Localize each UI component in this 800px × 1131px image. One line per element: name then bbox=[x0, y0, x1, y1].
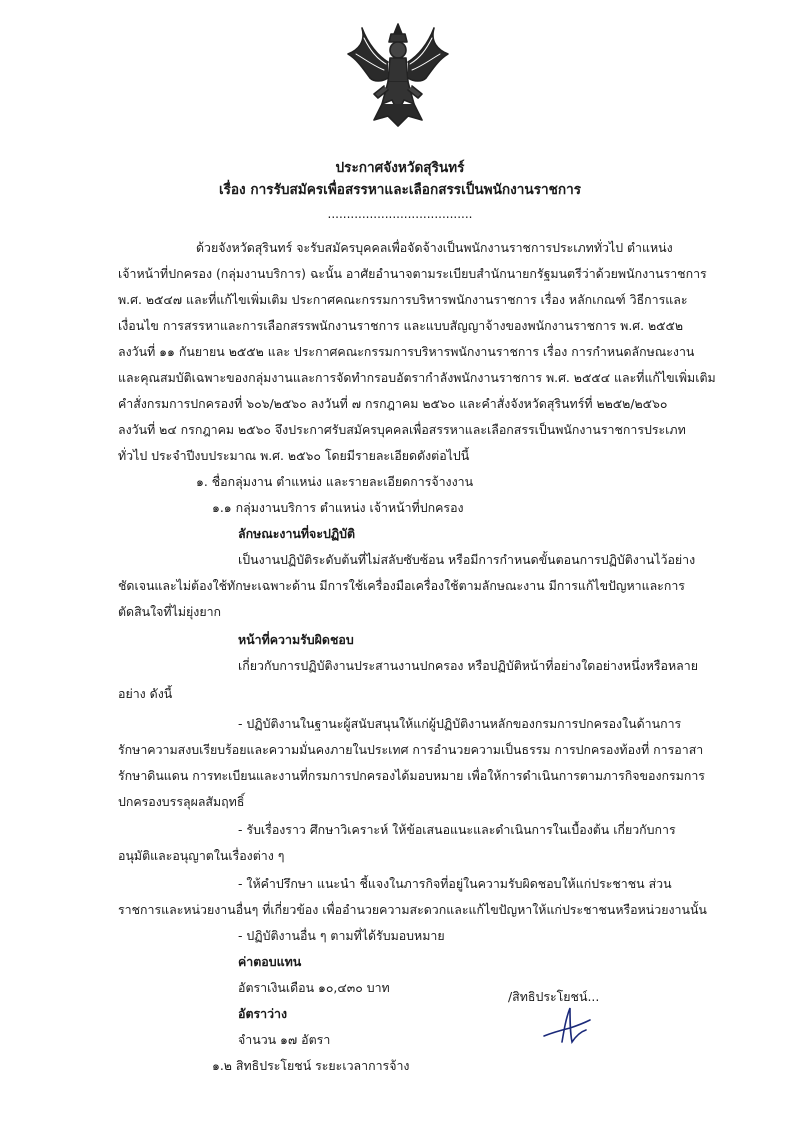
intro-line-1: ด้วยจังหวัดสุรินทร์ จะรับสมัครบุคคลเพื่อจัดจ้างเป็นพนักงานราชการประเภททั่วไป ตำแหน่ง bbox=[196, 240, 673, 255]
job-nature-line-3: ตัดสินใจที่ไม่ยุ่งยาก bbox=[118, 604, 222, 619]
duties-intro-line-2: อย่าง ดังนี้ bbox=[118, 686, 173, 701]
intro-line-2: เจ้าหน้าที่ปกครอง (กลุ่มงานบริการ) ฉะนั้น อาศัยอำนาจตามระเบียบสำนักนายกรัฐมนตรีว่าด้วยพนักงานราชการ bbox=[118, 266, 707, 281]
duty-1-line-3: รักษาดินแดน การทะเบียนและงานที่กรมการปกครองได้มอบหมาย เพื่อให้การดำเนินการตามภารกิจของกรมการ bbox=[118, 768, 705, 783]
duty-2-line-2: อนุมัติและอนุญาตในเรื่องต่าง ๆ bbox=[118, 848, 285, 863]
job-nature-line-1: เป็นงานปฏิบัติระดับต้นที่ไม่สลับซับซ้อน หรือมีการกำหนดขั้นตอนการปฏิบัติงานไว้อย่าง bbox=[238, 552, 696, 567]
duty-4: - ปฏิบัติงานอื่น ๆ ตามที่ได้รับมอบหมาย bbox=[238, 928, 445, 943]
compensation-label: ค่าตอบแทน bbox=[238, 954, 302, 969]
announcement-title: ประกาศจังหวัดสุรินทร์ bbox=[335, 160, 465, 176]
intro-line-3: พ.ศ. ๒๕๔๗ และที่แก้ไขเพิ่มเติม ประกาศคณะกรรมการบริหารพนักงานราชการ เรื่อง หลักเกณฑ์ วิธีการและ bbox=[118, 292, 688, 307]
duty-1-line-2: รักษาความสงบเรียบร้อยและความมั่นคงภายในประเทศ การอำนวยความเป็นธรรม การปกครองท้องที่ การอาสา bbox=[118, 742, 704, 757]
duty-1-line-1: - ปฏิบัติงานในฐานะผู้สนับสนุนให้แก่ผู้ปฏิบัติงานหลักของกรมการปกครองในด้านการ bbox=[238, 716, 682, 731]
duty-3-line-2: ราชการและหน่วยงานอื่นๆ ที่เกี่ยวข้อง เพื่ออำนวยความสะดวกและแก้ไขปัญหาให้แก่ประชาชนหรือหน่วยงานนั้น bbox=[118, 902, 707, 917]
duties-label: หน้าที่ความรับผิดชอบ bbox=[238, 632, 354, 647]
section-1-heading: ๑. ชื่อกลุ่มงาน ตำแหน่ง และรายละเอียดการจ้างงาน bbox=[196, 474, 474, 489]
intro-line-4: เงื่อนไข การสรรหาและการเลือกสรรพนักงานราชการ และแบบสัญญาจ้างของพนักงานราชการ พ.ศ. ๒๕๕๒ bbox=[118, 318, 684, 333]
duty-2-line-1: - รับเรื่องราว ศึกษาวิเคราะห์ ให้ข้อเสนอแนะและดำเนินการในเบื้องต้น เกี่ยวกับการ bbox=[238, 822, 676, 837]
intro-line-6: และคุณสมบัติเฉพาะของกลุ่มงานและการจัดทำกรอบอัตรากำลังพนักงานราชการ พ.ศ. ๒๕๕๔ และที่แก้ไขเพิ่มเติม bbox=[118, 370, 716, 385]
section-1-1-heading: ๑.๑ กลุ่มงานบริการ ตำแหน่ง เจ้าหน้าที่ปกครอง bbox=[212, 500, 464, 515]
duties-intro-line-1: เกี่ยวกับการปฏิบัติงานประสานงานปกครอง หรือปฏิบัติหน้าที่อย่างใดอย่างหนึ่งหรือหลาย bbox=[238, 658, 698, 673]
job-nature-label: ลักษณะงานที่จะปฏิบัติ bbox=[238, 526, 356, 541]
compensation-value: อัตราเงินเดือน ๑๐,๔๓๐ บาท bbox=[238, 980, 390, 995]
vacancy-label: อัตราว่าง bbox=[238, 1006, 288, 1021]
intro-line-7: คำสั่งกรมการปกครองที่ ๖๐๖/๒๕๖๐ ลงวันที่ ๗ กรกฎาคม ๒๕๖๐ และคำสั่งจังหวัดสุรินทร์ที่ ๒๒๕๒/๒๕๖๐ bbox=[118, 396, 668, 411]
vacancy-value: จำนวน ๑๗ อัตรา bbox=[238, 1032, 331, 1047]
intro-line-9: ทั่วไป ประจำปีงบประมาณ พ.ศ. ๒๕๖๐ โดยมีรายละเอียดดังต่อไปนี้ bbox=[118, 448, 470, 463]
duty-3-line-1: - ให้คำปรึกษา แนะนำ ชี้แจงในภารกิจที่อยู่ในความรับผิดชอบให้แก่ประชาชน ส่วน bbox=[238, 876, 672, 891]
duty-1-line-4: ปกครองบรรลุผลสัมฤทธิ์ bbox=[118, 794, 245, 809]
intro-line-8: ลงวันที่ ๒๔ กรกฎาคม ๒๕๖๐ จึงประกาศรับสมัครบุคคลเพื่อสรรหาและเลือกสรรเป็นพนักงานราชการประเภท bbox=[118, 422, 686, 437]
handwritten-signature-icon bbox=[540, 1002, 600, 1050]
continued-next-page: /สิทธิประโยชน์... bbox=[508, 989, 600, 1004]
garuda-emblem-icon bbox=[344, 20, 452, 130]
job-nature-line-2: ชัดเจนและไม่ต้องใช้ทักษะเฉพาะด้าน มีการใช้เครื่องมือเครื่องใช้ตามลักษณะงาน มีการแก้ไขปัญหาและการ bbox=[118, 578, 685, 593]
intro-line-5: ลงวันที่ ๑๑ กันยายน ๒๕๕๒ และ ประกาศคณะกรรมการบริหารพนักงานราชการ เรื่อง การกำหนดลักษณะงาน bbox=[118, 344, 695, 359]
section-1-2-heading: ๑.๒ สิทธิประโยชน์ ระยะเวลาการจ้าง bbox=[212, 1058, 410, 1073]
announcement-subject: เรื่อง การรับสมัครเพื่อสรรหาและเลือกสรรเป็นพนักงานราชการ bbox=[218, 182, 582, 198]
title-divider: ...................................... bbox=[327, 207, 473, 221]
